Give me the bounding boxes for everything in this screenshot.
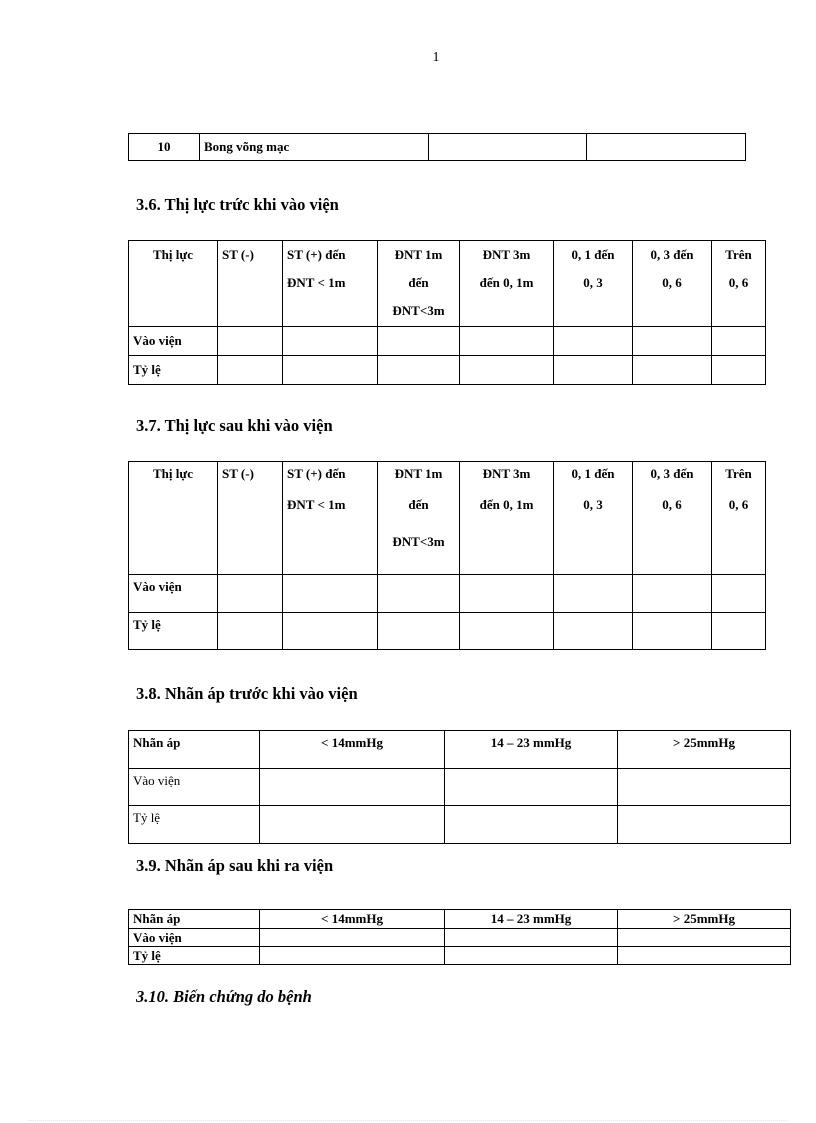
header-cell <box>633 462 712 575</box>
header-line: ĐNT 3m <box>482 247 531 262</box>
header-cell <box>460 462 554 575</box>
header-line: ĐNT 1m <box>394 247 443 262</box>
header-cell: > 25mmHg <box>618 910 791 929</box>
header-cell: 14 – 23 mmHg <box>445 731 618 769</box>
row-label: Vào viện <box>129 575 218 613</box>
header-cell <box>554 462 633 575</box>
header-line: ĐNT<3m <box>392 534 445 549</box>
header-cell: ST (-) <box>218 241 283 327</box>
visual-acuity-before-table <box>128 240 766 385</box>
section-3-10-title: 3.10. Biến chứng do bệnh <box>136 987 312 1006</box>
header-line: 0, 3 <box>583 275 603 290</box>
complications-table-row <box>128 133 746 161</box>
header-line: ĐNT<3m <box>392 303 445 318</box>
page-bottom-divider <box>28 1120 788 1121</box>
header-line: ĐNT 1m <box>394 466 443 481</box>
row-label: Vào viện <box>129 769 260 806</box>
header-line: 0, 1 đến <box>571 247 615 262</box>
header-cell: < 14mmHg <box>260 910 445 929</box>
header-cell <box>378 241 460 327</box>
header-cell: Nhãn áp <box>129 910 260 929</box>
header-cell: > 25mmHg <box>618 731 791 769</box>
header-line: Trên <box>725 466 752 481</box>
row-label: Tỷ lệ <box>129 806 260 844</box>
row-label: Tỷ lệ <box>129 356 218 385</box>
empty-cell <box>587 134 746 161</box>
header-line: ĐNT < 1m <box>287 275 346 290</box>
header-line: 0, 6 <box>662 275 682 290</box>
row-label: Tỷ lệ <box>129 947 260 965</box>
header-cell <box>378 462 460 575</box>
header-line: 0, 3 đến <box>650 247 694 262</box>
header-cell: ST (-) <box>218 462 283 575</box>
header-line: 0, 6 <box>728 497 749 512</box>
section-3-7-title: 3.7. Thị lực sau khi vào viện <box>136 416 333 435</box>
header-line: 0, 1 đến <box>571 466 615 481</box>
header-cell: 14 – 23 mmHg <box>445 910 618 929</box>
header-cell <box>633 241 712 327</box>
header-cell <box>712 462 766 575</box>
row-label: Tỷ lệ <box>129 613 218 650</box>
section-3-8-title: 3.8. Nhãn áp trước khi vào viện <box>136 684 358 703</box>
header-line: 0, 6 <box>728 275 749 290</box>
section-3-6-title: 3.6. Thị lực trức khi vào viện <box>136 195 339 214</box>
header-line: ĐNT < 1m <box>287 497 346 512</box>
header-line: Trên <box>725 247 752 262</box>
header-cell: < 14mmHg <box>260 731 445 769</box>
row-index: 10 <box>129 134 200 161</box>
row-label: Vào viện <box>129 929 260 947</box>
header-cell: Nhãn áp <box>129 731 260 769</box>
row-label: Bong võng mạc <box>200 134 429 161</box>
empty-cell <box>429 134 587 161</box>
header-cell: Thị lực <box>129 241 218 327</box>
section-3-9-title: 3.9. Nhãn áp sau khi ra viện <box>136 856 334 875</box>
header-line: đến 0, 1m <box>479 275 534 290</box>
header-line: 0, 3 đến <box>650 466 694 481</box>
eye-pressure-after-table <box>128 909 791 965</box>
header-cell: Thị lực <box>129 462 218 575</box>
header-line: đến <box>408 497 429 512</box>
header-cell <box>460 241 554 327</box>
header-cell <box>283 462 378 575</box>
header-cell <box>712 241 766 327</box>
header-cell <box>554 241 633 327</box>
header-line: đến 0, 1m <box>479 497 534 512</box>
header-line: 0, 3 <box>583 497 603 512</box>
row-label: Vào viện <box>129 327 218 356</box>
page-number: 1 <box>432 50 440 65</box>
header-cell <box>283 241 378 327</box>
header-line: ĐNT 3m <box>482 466 531 481</box>
header-line: ST (+) đến <box>287 247 346 262</box>
header-line: 0, 6 <box>662 497 682 512</box>
eye-pressure-before-table <box>128 730 791 844</box>
header-line: đến <box>408 275 429 290</box>
header-line: ST (+) đến <box>287 466 346 481</box>
visual-acuity-after-table <box>128 461 766 650</box>
